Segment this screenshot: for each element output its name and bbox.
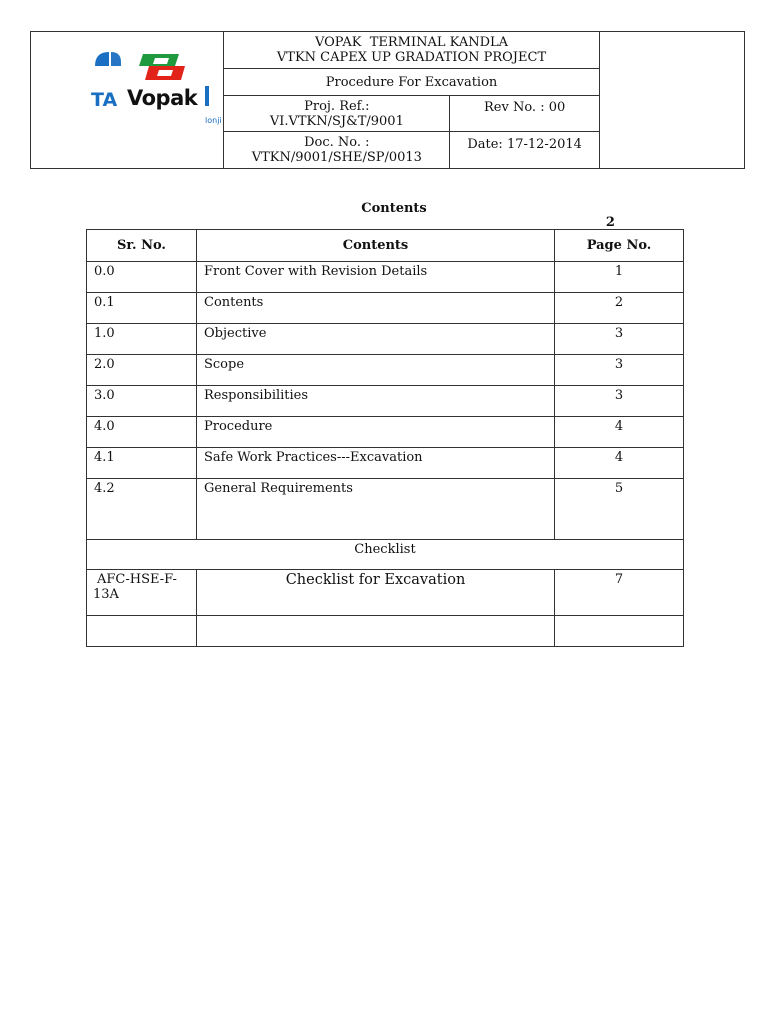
page-number: 2 [605, 215, 615, 230]
empty-cell [87, 616, 197, 647]
row-sr: 4.0 [87, 417, 197, 448]
table-row [87, 417, 684, 448]
row-contents: Contents [197, 293, 555, 324]
row-page: 1 [555, 262, 684, 293]
proj-ref-cell [224, 96, 450, 132]
table-row [87, 324, 684, 355]
table-row [87, 616, 684, 647]
header-sr-no: Sr. No. [87, 230, 197, 262]
row-page: 5 [555, 479, 684, 540]
table-row [87, 479, 684, 540]
row-sr: 0.0 [87, 262, 197, 293]
row-contents: Procedure [197, 417, 555, 448]
checklist-header-row [87, 540, 684, 570]
logo-cell [31, 32, 224, 169]
table-row [87, 386, 684, 417]
proj-ref-label: Proj. Ref.: [304, 98, 370, 114]
rev-no: Rev No. : 00 [450, 96, 599, 132]
row-sr: 0.1 [87, 293, 197, 324]
row-sr: 4.2 [87, 479, 197, 540]
tata-logo-text: TA [91, 89, 118, 110]
vopak-mark-icon [139, 52, 189, 88]
empty-cell [197, 616, 555, 647]
table-row [87, 262, 684, 293]
checklist-sr-line1: AFC-HSE-F- [97, 572, 177, 587]
doc-no-cell [224, 132, 450, 169]
tata-logo-icon [91, 50, 121, 110]
table-row [87, 448, 684, 479]
proj-ref-value: VI.VTKN/SJ&T/9001 [269, 113, 404, 129]
row-page: 4 [555, 417, 684, 448]
row-sr: 1.0 [87, 324, 197, 355]
row-contents: Objective [197, 324, 555, 355]
checklist-sr [87, 570, 197, 616]
row-contents: Responsibilities [197, 386, 555, 417]
checklist-sr-line2: 13A [93, 587, 119, 602]
project-name: VTKN CAPEX UP GRADATION PROJECT [276, 50, 547, 65]
table-row [87, 355, 684, 386]
row-page: 2 [555, 293, 684, 324]
checklist-header: Checklist [87, 540, 684, 570]
row-contents: Scope [197, 355, 555, 386]
table-row [87, 570, 684, 616]
company-name: VOPAK TERMINAL KANDLA [314, 35, 509, 50]
row-contents: General Requirements [197, 479, 555, 540]
row-contents: Safe Work Practices---Excavation [197, 448, 555, 479]
procedure-title: Procedure For Excavation [224, 69, 600, 96]
table-row [87, 293, 684, 324]
toc-table [86, 229, 684, 647]
tata-bar-icon [205, 86, 209, 106]
row-page: 3 [555, 324, 684, 355]
vopak-logo-text: Vopak [127, 86, 198, 110]
date: Date: 17-12-2014 [450, 132, 599, 169]
row-contents: Front Cover with Revision Details [197, 262, 555, 293]
row-page: 4 [555, 448, 684, 479]
doc-no-label: Doc. No. : [304, 135, 370, 150]
logo-subtext: lonji [205, 116, 222, 125]
company-project-cell [224, 32, 600, 69]
empty-cell [555, 616, 684, 647]
checklist-contents: Checklist for Excavation [197, 570, 555, 616]
row-page: 3 [555, 355, 684, 386]
contents-title: Contents [361, 201, 427, 216]
header-page-no: Page No. [555, 230, 684, 262]
toc-header-row [87, 230, 684, 262]
row-sr: 4.1 [87, 448, 197, 479]
checklist-page: 7 [555, 570, 684, 616]
row-sr: 2.0 [87, 355, 197, 386]
company-logo [91, 50, 222, 125]
row-page: 3 [555, 386, 684, 417]
doc-no-value: VTKN/9001/SHE/SP/0013 [251, 150, 422, 165]
page-number-cell [599, 32, 744, 230]
header-contents: Contents [197, 230, 555, 262]
row-sr: 3.0 [87, 386, 197, 417]
